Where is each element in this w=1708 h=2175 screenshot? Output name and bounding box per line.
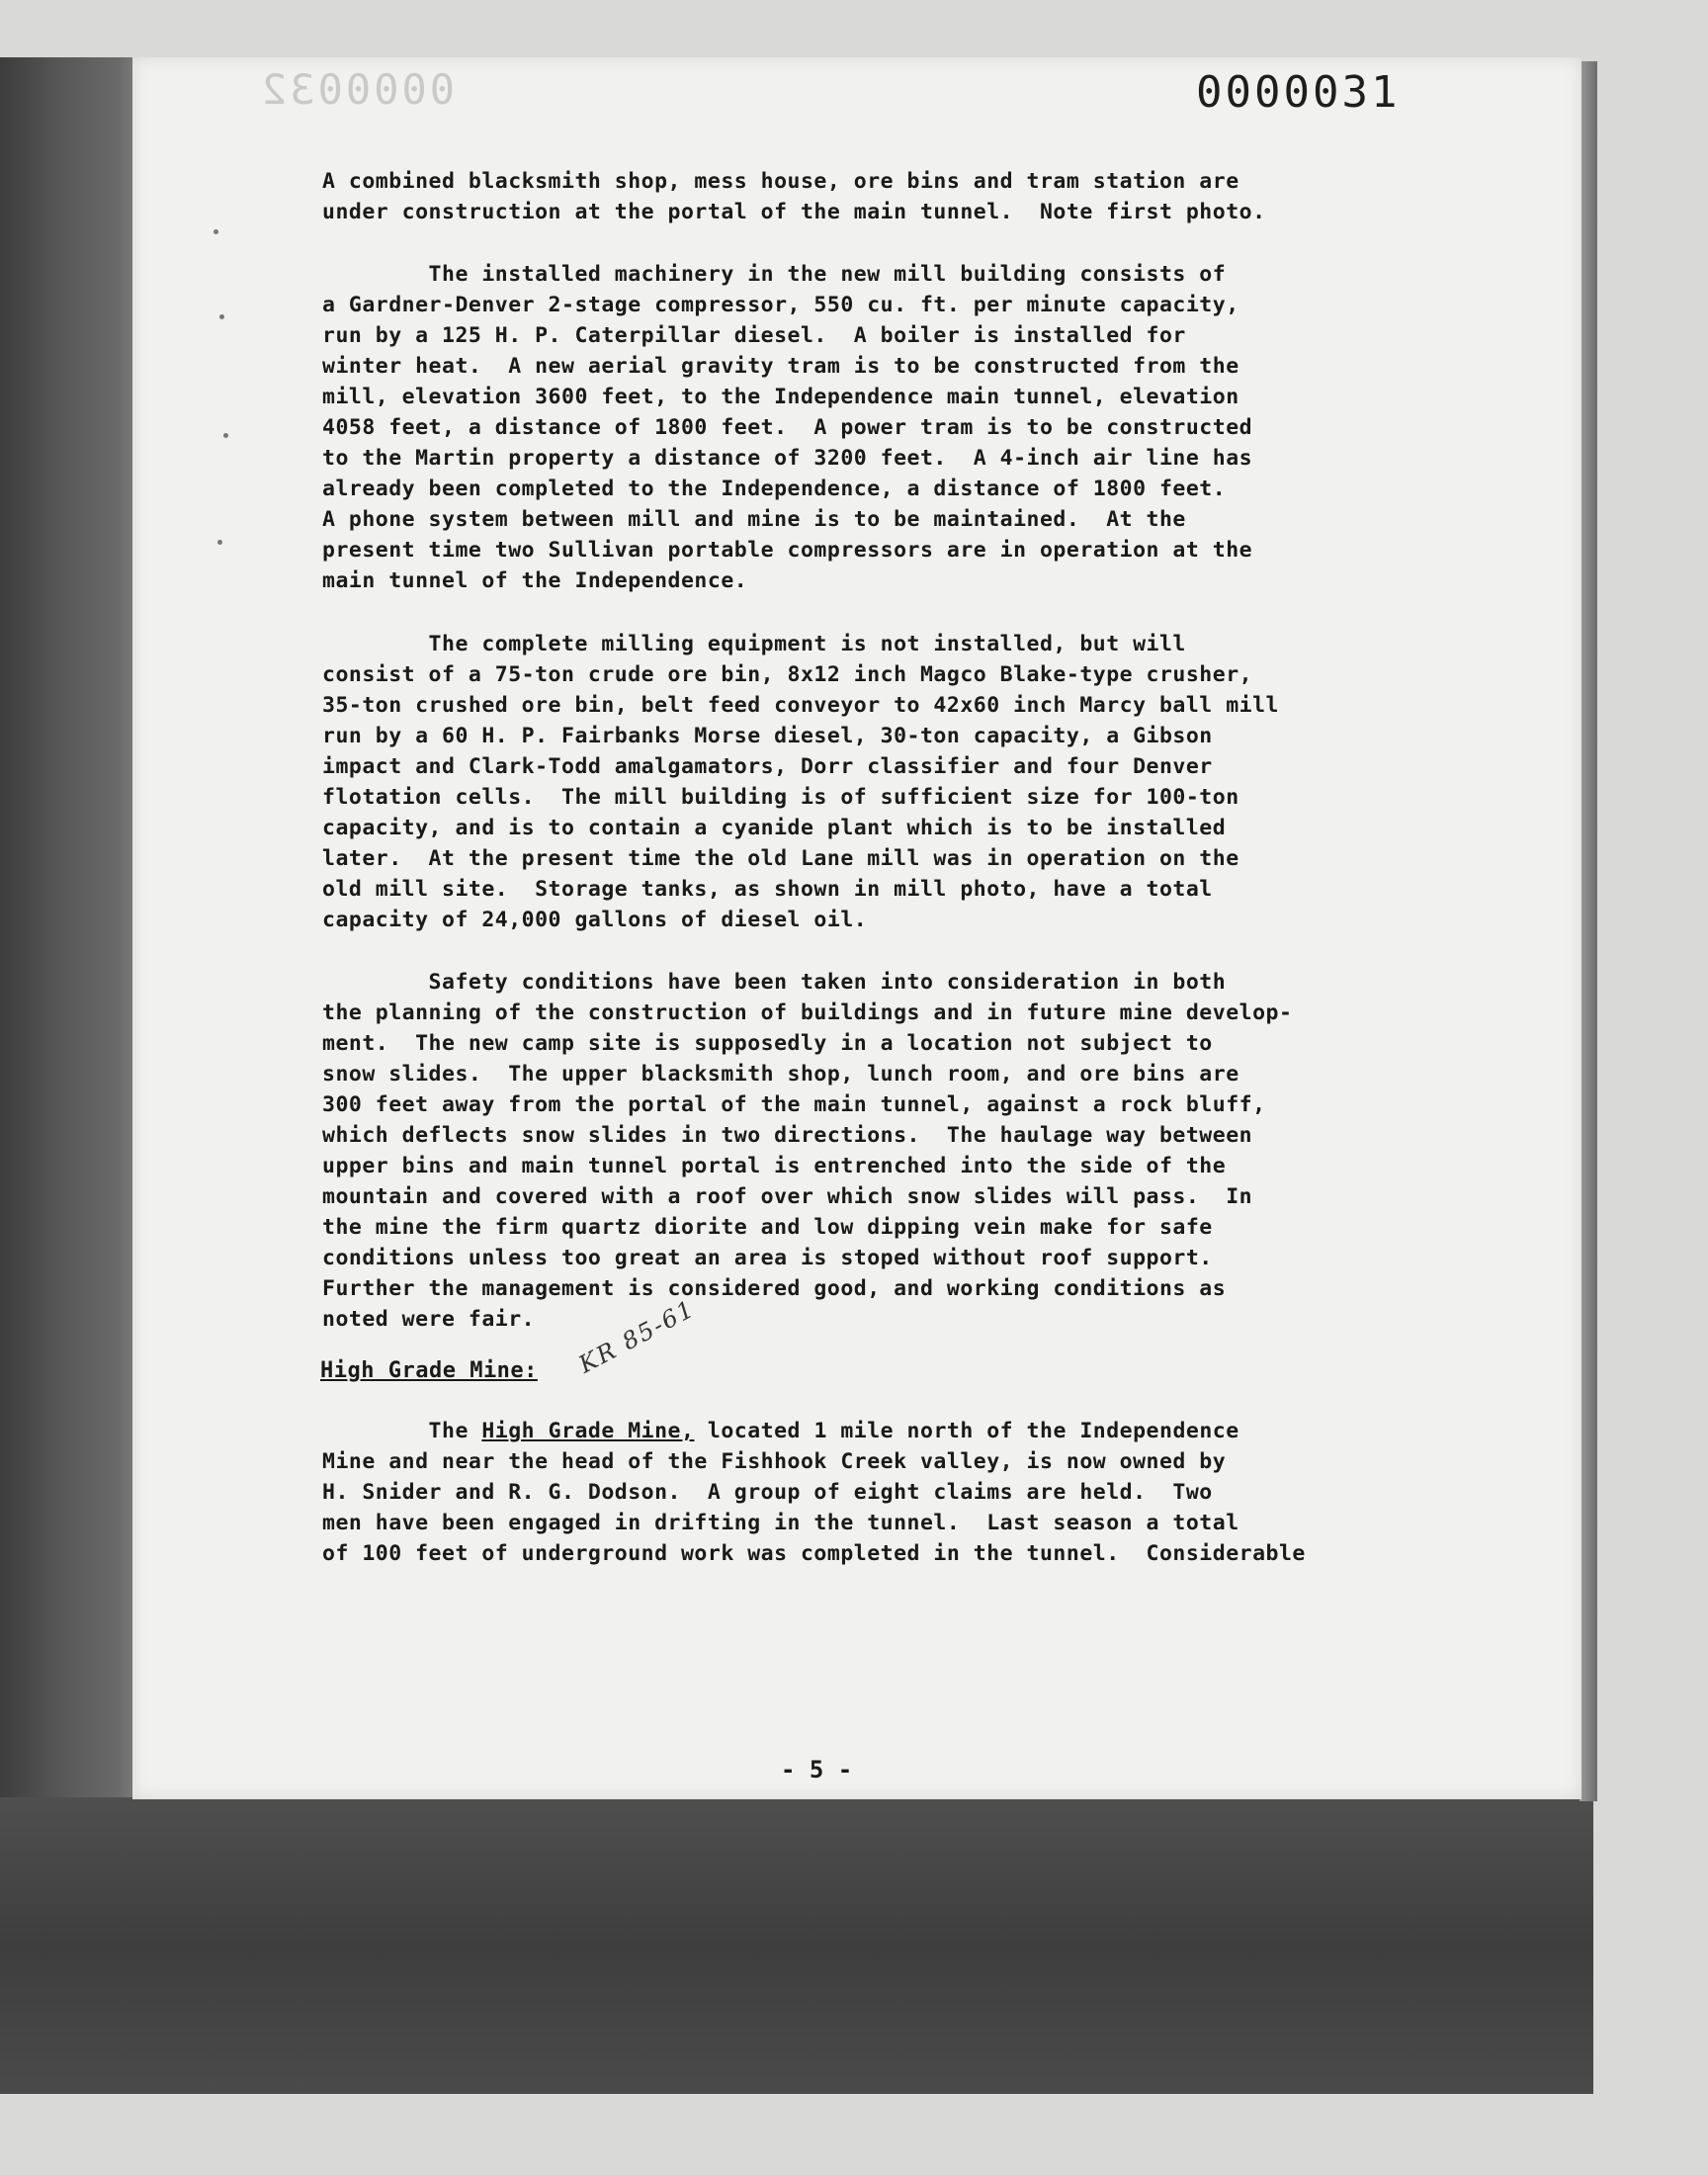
text-line: snow slides. The upper blacksmith shop, lunch room, and ore bins are — [322, 1062, 1239, 1087]
scan-speck — [217, 540, 222, 545]
text-line: The installed machinery in the new mill building consists of — [322, 262, 1227, 287]
text-line: a Gardner-Denver 2-stage compressor, 550 cu. ft. per minute capacity, — [322, 293, 1239, 317]
scan-speck — [223, 433, 228, 438]
text-line: Mine and near the head of the Fishhook Creek valley, is now owned by — [322, 1449, 1227, 1474]
paragraph-5 — [322, 1416, 1439, 1569]
text-line: later. At the present time the old Lane mill was in operation on the — [322, 846, 1239, 871]
text-line: noted were fair. — [322, 1307, 536, 1332]
handwritten-annotation: KR 85-61 — [573, 1294, 700, 1379]
text-line: flotation cells. The mill building is of sufficient size for 100-ton — [322, 785, 1239, 810]
text-line: 35-ton crushed ore bin, belt feed conveyor to 42x60 inch Marcy ball mill — [322, 693, 1279, 718]
text-line: upper bins and main tunnel portal is entrenched into the side of the — [322, 1154, 1227, 1178]
scan-border-left — [0, 57, 138, 2094]
text-line: Safety conditions have been taken into consideration in both — [322, 970, 1227, 995]
text-line: mill, elevation 3600 feet, to the Independence main tunnel, elevation — [322, 385, 1239, 409]
text-line — [322, 1416, 1439, 1446]
mine-name-underlined: High Grade Mine, — [481, 1419, 695, 1443]
intro-indent: The — [322, 1419, 482, 1443]
text-line: main tunnel of the Independence. — [322, 568, 748, 593]
scan-border-bottom — [0, 1797, 1593, 2094]
paragraph-1 — [322, 166, 1439, 227]
text-line: the mine the firm quartz diorite and low dipping vein make for safe — [322, 1215, 1213, 1240]
document-stamp-number: 0000031 — [1196, 67, 1401, 118]
text-line: present time two Sullivan portable compressors are in operation at the — [322, 538, 1253, 563]
text-line: run by a 125 H. P. Caterpillar diesel. A boiler is installed for — [322, 323, 1186, 348]
paragraph-2 — [322, 259, 1439, 596]
text-line: to the Martin property a distance of 3200 feet. A 4-inch air line has — [322, 446, 1253, 471]
text-line: H. Snider and R. G. Dodson. A group of eight claims are held. Two — [322, 1480, 1213, 1505]
text-line: Further the management is considered good, and working conditions as — [322, 1276, 1227, 1301]
text-line: mountain and covered with a roof over which snow slides will pass. In — [322, 1184, 1253, 1209]
intro-rest: located 1 mile north of the Independence — [694, 1419, 1239, 1443]
scan-speck — [214, 229, 218, 234]
text-line: of 100 feet of underground work was completed in the tunnel. Considerable — [322, 1541, 1306, 1566]
ghost-page-number: 0000032 — [259, 65, 456, 114]
scan-speck — [219, 314, 224, 319]
text-line: which deflects snow slides in two directions. The haulage way between — [322, 1123, 1253, 1148]
text-line: under construction at the portal of the main tunnel. Note first photo. — [322, 200, 1266, 224]
text-line: The complete milling equipment is not installed, but will — [322, 632, 1186, 656]
text-line: A combined blacksmith shop, mess house, ore bins and tram station are — [322, 169, 1239, 194]
text-line: already been completed to the Independence, a distance of 1800 feet. — [322, 477, 1227, 501]
text-line: the planning of the construction of buildings and in future mine develop- — [322, 1000, 1293, 1025]
text-line: 300 feet away from the portal of the main tunnel, against a rock bluff, — [322, 1092, 1266, 1117]
text-line: men have been engaged in drifting in the tunnel. Last season a total — [322, 1511, 1239, 1535]
text-line: consist of a 75-ton crude ore bin, 8x12 inch Magco Blake-type crusher, — [322, 662, 1253, 687]
text-line: conditions unless too great an area is stoped without roof support. — [322, 1246, 1213, 1270]
text-line: winter heat. A new aerial gravity tram is to be constructed from the — [322, 354, 1239, 379]
page-number: - 5 - — [781, 1756, 853, 1784]
text-line: A phone system between mill and mine is to be maintained. At the — [322, 507, 1186, 532]
paragraph-3 — [322, 629, 1439, 935]
paragraph-4 — [322, 967, 1439, 1335]
text-line: impact and Clark-Todd amalgamators, Dorr classifier and four Denver — [322, 754, 1213, 779]
text-line: 4058 feet, a distance of 1800 feet. A power tram is to be constructed — [322, 415, 1253, 440]
section-heading: High Grade Mine: — [320, 1358, 538, 1383]
text-line: capacity of 24,000 gallons of diesel oil. — [322, 908, 868, 932]
text-line: run by a 60 H. P. Fairbanks Morse diesel, 30-ton capacity, a Gibson — [322, 724, 1213, 748]
text-line: capacity, and is to contain a cyanide plant which is to be installed — [322, 816, 1227, 840]
text-line: ment. The new camp site is supposedly in a location not subject to — [322, 1031, 1213, 1056]
scan-border-right — [1580, 61, 1597, 1801]
text-line: old mill site. Storage tanks, as shown in mill photo, have a total — [322, 877, 1213, 902]
